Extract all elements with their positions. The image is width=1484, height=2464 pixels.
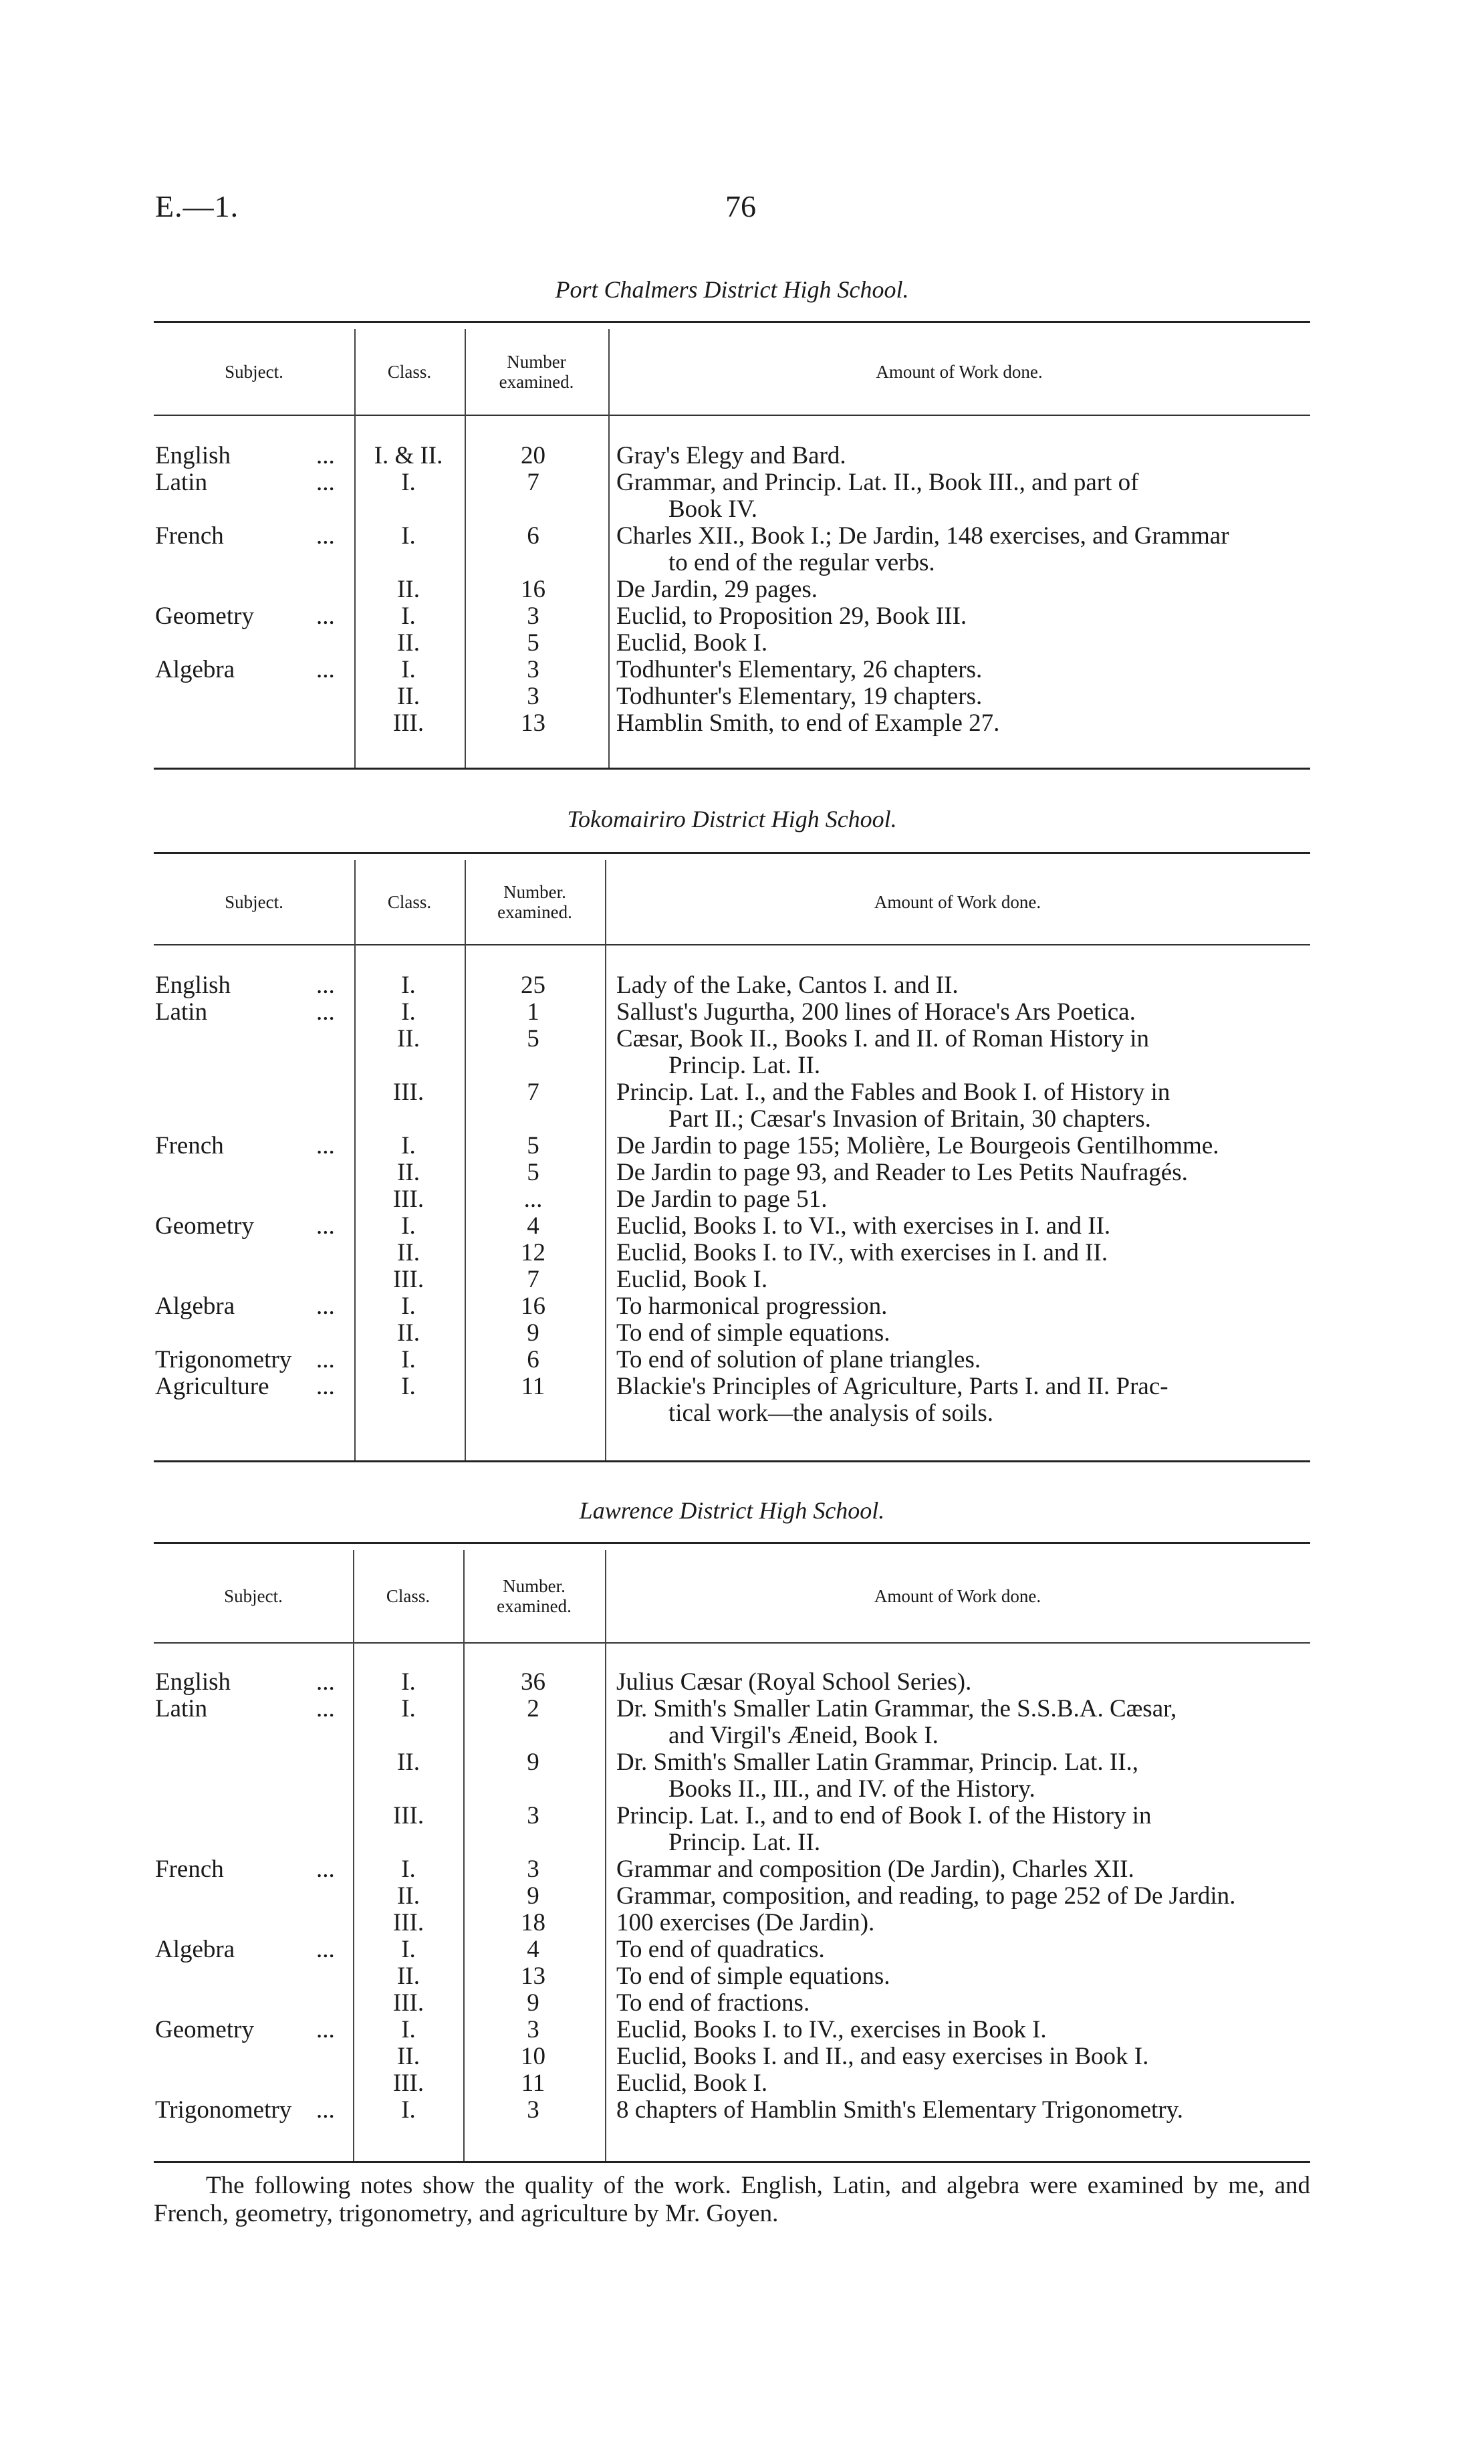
table-row [154,1910,1310,1936]
cell-class: II. [397,2043,420,2070]
table-row [154,2097,1310,2124]
cell-number: 3 [527,2096,539,2124]
cell-number: 6 [527,1346,539,1373]
cell-number: 3 [527,1856,539,1883]
cell-dots: ... [316,1212,335,1240]
cell-number: 25 [521,972,545,999]
cell-number: 20 [521,442,545,469]
page-number: 76 [725,189,756,223]
cell-work-continued: Part II.; Cæsar's Invasion of Britain, 30 chapters. [668,1105,1151,1133]
table-row [154,1133,1310,1159]
cell-work: Julius Cæsar (Royal School Series). [616,1668,972,1696]
cell-number: 10 [521,2043,545,2070]
cell-class: I. [401,1856,416,1883]
table-row [154,1803,1310,1856]
cell-number: 11 [521,2069,545,2097]
cell-work: Blackie's Principles of Agriculture, Parts I. and II. Prac- [616,1373,1168,1400]
cell-class: III. [392,1989,424,2017]
cell-dots: ... [316,998,335,1026]
cell-work: De Jardin to page 155; Molière, Le Bourgeois Gentilhomme. [616,1132,1219,1159]
table-row [154,469,1310,523]
cell-class: III. [392,709,424,737]
table-row [154,1079,1310,1133]
table-row [154,2017,1310,2043]
cell-work: Euclid, Books I. to IV., with exercises in I. and II. [616,1239,1108,1266]
cell-subject: English [155,972,231,999]
table-row [154,1320,1310,1347]
table-row [154,1347,1310,1373]
cell-work: Sallust's Jugurtha, 200 lines of Horace's Ars Poetica. [616,998,1136,1026]
cell-class: III. [392,1079,424,1106]
column-header-class: Class. [386,1586,430,1606]
cell-number: 7 [527,1079,539,1106]
cell-work: Cæsar, Book II., Books I. and II. of Roman History in [616,1025,1150,1052]
table-row [154,603,1310,630]
table-row [154,1293,1310,1320]
cell-class: I. & II. [374,442,443,469]
table-row [154,683,1310,710]
cell-class: I. [401,1293,416,1320]
cell-class: I. [401,972,416,999]
cell-class: I. [401,1373,416,1400]
table-row [154,1240,1310,1266]
cell-dots: ... [316,469,335,496]
cell-number: 16 [521,1293,545,1320]
cell-work: Grammar, and Princip. Lat. II., Book III., and part of [616,469,1139,496]
cell-work: Todhunter's Elementary, 26 chapters. [616,656,983,683]
table-row [154,1186,1310,1213]
cell-number: 1 [527,998,539,1026]
cell-subject: Geometry [155,602,254,630]
table-body [154,1669,1310,2124]
cell-subject: French [155,1132,224,1159]
cell-number: 9 [527,1989,539,2017]
cell-number: 5 [527,629,539,657]
cell-number: 3 [527,2016,539,2043]
table-port-chalmers [154,321,1310,769]
cell-class: III. [392,2069,424,2097]
cell-work: Charles XII., Book I.; De Jardin, 148 exercises, and Grammar [616,522,1229,550]
cell-work: Lady of the Lake, Cantos I. and II. [616,972,959,999]
cell-number: 5 [527,1025,539,1052]
cell-work: To end of solution of plane triangles. [616,1346,981,1373]
cell-work-continued: Princip. Lat. II. [668,1829,821,1856]
table-row [154,630,1310,657]
cell-number: 5 [527,1159,539,1186]
cell-work: Gray's Elegy and Bard. [616,442,846,469]
cell-class: II. [397,1749,420,1776]
cell-class: III. [392,1266,424,1293]
cell-subject: Latin [155,998,208,1026]
cell-subject: Trigonometry [155,2096,292,2124]
cell-class: I. [401,2016,416,2043]
table-body [154,972,1310,1427]
cell-work: Euclid, Book I. [616,2069,768,2097]
cell-work: De Jardin, 29 pages. [616,576,818,603]
cell-class: I. [401,469,416,496]
cell-dots: ... [316,522,335,550]
table-row [154,1159,1310,1186]
cell-number: 9 [527,1749,539,1776]
cell-subject: Latin [155,1695,208,1722]
cell-work: Todhunter's Elementary, 19 chapters. [616,683,983,710]
cell-work: To end of simple equations. [616,1963,890,1990]
cell-work: Euclid, Books I. to IV., exercises in Book I. [616,2016,1047,2043]
cell-number: 9 [527,1319,539,1347]
cell-dots: ... [316,972,335,999]
table-lawrence [154,1542,1310,2162]
cell-subject: English [155,1668,231,1696]
cell-subject: French [155,522,224,550]
cell-dots: ... [316,1346,335,1373]
table-row [154,523,1310,576]
cell-class: I. [401,1212,416,1240]
table-row [154,1749,1310,1803]
cell-class: I. [401,656,416,683]
cell-number: 7 [527,469,539,496]
table-row [154,1936,1310,1963]
page-header-reference: E.—1. [155,189,239,223]
column-header-number [465,329,608,415]
table-row [154,710,1310,737]
cell-work: Euclid, Book I. [616,1266,768,1293]
cell-class: I. [401,1132,416,1159]
school-title-tokomairiro: Tokomairiro District High School. [567,806,897,832]
cell-work: Princip. Lat. I., and to end of Book I. of the History in [616,1802,1152,1829]
cell-number: 11 [521,1373,545,1400]
cell-number: 6 [527,522,539,550]
cell-work: To end of simple equations. [616,1319,890,1347]
cell-class: I. [401,1668,416,1696]
cell-work-continued: Book IV. [668,495,757,523]
column-header-number-text: Number. examined. [497,1576,572,1616]
cell-number: 7 [527,1266,539,1293]
cell-number: 36 [521,1668,545,1696]
table-row [154,576,1310,603]
cell-work-continued: Princip. Lat. II. [668,1052,821,1079]
table-row [154,1856,1310,1883]
cell-dots: ... [316,656,335,683]
column-header-class: Class. [387,362,432,382]
cell-work: To end of fractions. [616,1989,810,2017]
school-title-port-chalmers: Port Chalmers District High School. [555,276,909,303]
cell-work-continued: and Virgil's Æneid, Book I. [668,1722,939,1749]
cell-subject: Latin [155,469,208,496]
cell-subject: Agriculture [155,1373,269,1400]
cell-class: II. [397,629,420,657]
cell-dots: ... [316,1695,335,1722]
column-header-number-text: Number examined. [499,352,574,392]
cell-work: Euclid, Books I. to VI., with exercises in I. and II. [616,1212,1111,1240]
table-row [154,2043,1310,2070]
cell-number: 9 [527,1882,539,1910]
cell-class: II. [397,1025,420,1052]
cell-number: ... [523,1186,543,1213]
table-row [154,1696,1310,1749]
cell-number: 13 [521,1963,545,1990]
cell-work: Dr. Smith's Smaller Latin Grammar, Princip. Lat. II., [616,1749,1139,1776]
cell-number: 3 [527,656,539,683]
column-header-number-text: Number. examined. [497,882,572,922]
cell-number: 3 [527,602,539,630]
table-tokomairiro [154,852,1310,1462]
table-row [154,2070,1310,2097]
cell-dots: ... [316,442,335,469]
table-row [154,972,1310,999]
table-row [154,999,1310,1026]
table-row [154,1213,1310,1240]
cell-work-continued: to end of the regular verbs. [668,549,935,576]
school-title-lawrence: Lawrence District High School. [579,1497,885,1524]
cell-work: Euclid, Book I. [616,629,768,657]
cell-work: Euclid, Books I. and II., and easy exercises in Book I. [616,2043,1149,2070]
cell-class: I. [401,1695,416,1722]
cell-work: To end of quadratics. [616,1936,825,1963]
cell-work: 8 chapters of Hamblin Smith's Elementary Trigonometry. [616,2096,1183,2124]
table-row [154,657,1310,683]
cell-number: 12 [521,1239,545,1266]
cell-class: I. [401,998,416,1026]
cell-dots: ... [316,1668,335,1696]
column-header-subject: Subject. [225,892,283,912]
table-row [154,1026,1310,1079]
column-header-number [465,860,605,944]
cell-work-continued: Books II., III., and IV. of the History. [668,1775,1035,1803]
column-header-work: Amount of Work done. [876,362,1043,382]
cell-class: II. [397,1882,420,1910]
cell-work: Hamblin Smith, to end of Example 27. [616,709,1000,737]
cell-dots: ... [316,1936,335,1963]
cell-subject: English [155,442,231,469]
cell-class: II. [397,1159,420,1186]
table-row [154,1669,1310,1696]
column-header-number [463,1550,605,1642]
cell-class: I. [401,2096,416,2124]
cell-dots: ... [316,1856,335,1883]
cell-number: 2 [527,1695,539,1722]
cell-class: II. [397,1963,420,1990]
cell-class: II. [397,683,420,710]
cell-class: III. [392,1802,424,1829]
cell-dots: ... [316,1373,335,1400]
table-row [154,1266,1310,1293]
cell-class: I. [401,522,416,550]
cell-number: 3 [527,683,539,710]
cell-number: 18 [521,1909,545,1936]
cell-class: II. [397,1239,420,1266]
cell-class: II. [397,1319,420,1347]
cell-work: Dr. Smith's Smaller Latin Grammar, the S.S.B.A. Cæsar, [616,1695,1177,1722]
cell-dots: ... [316,602,335,630]
cell-work: To harmonical progression. [616,1293,888,1320]
cell-subject: Algebra [155,1293,235,1320]
cell-work-continued: tical work—the analysis of soils. [668,1399,994,1427]
cell-subject: Trigonometry [155,1346,292,1373]
table-row [154,1373,1310,1427]
column-header-subject: Subject. [225,362,283,382]
cell-work: De Jardin to page 93, and Reader to Les Petits Naufragés. [616,1159,1188,1186]
column-header-class: Class. [387,892,432,912]
cell-work: 100 exercises (De Jardin). [616,1909,875,1936]
cell-class: I. [401,602,416,630]
cell-dots: ... [316,1293,335,1320]
cell-class: III. [392,1909,424,1936]
column-header-work: Amount of Work done. [874,892,1041,912]
cell-work: Grammar, composition, and reading, to page 252 of De Jardin. [616,1882,1236,1910]
cell-dots: ... [316,2096,335,2124]
cell-number: 4 [527,1936,539,1963]
cell-number: 4 [527,1212,539,1240]
cell-dots: ... [316,2016,335,2043]
cell-subject: French [155,1856,224,1883]
column-header-subject: Subject. [224,1586,283,1606]
table-row [154,1883,1310,1910]
cell-subject: Algebra [155,656,235,683]
cell-work: Princip. Lat. I., and the Fables and Book I. of History in [616,1079,1170,1106]
cell-dots: ... [316,1132,335,1159]
cell-class: I. [401,1936,416,1963]
cell-work: Grammar and composition (De Jardin), Charles XII. [616,1856,1134,1883]
cell-number: 16 [521,576,545,603]
cell-class: II. [397,576,420,603]
cell-work: De Jardin to page 51. [616,1186,828,1213]
table-row [154,1963,1310,1990]
cell-subject: Geometry [155,2016,254,2043]
cell-number: 3 [527,1802,539,1829]
cell-number: 13 [521,709,545,737]
cell-subject: Geometry [155,1212,254,1240]
column-header-work: Amount of Work done. [874,1586,1041,1606]
cell-number: 5 [527,1132,539,1159]
footer-note: The following notes show the quality of the work. English, Latin, and algebra were examined by me, and French, geometry, trigonometry, and agriculture by Mr. Goyen. [154,2172,1310,2227]
cell-subject: Algebra [155,1936,235,1963]
cell-work: Euclid, to Proposition 29, Book III. [616,602,967,630]
cell-class: I. [401,1346,416,1373]
table-row [154,1990,1310,2017]
table-body [154,443,1310,737]
table-row [154,443,1310,469]
cell-class: III. [392,1186,424,1213]
